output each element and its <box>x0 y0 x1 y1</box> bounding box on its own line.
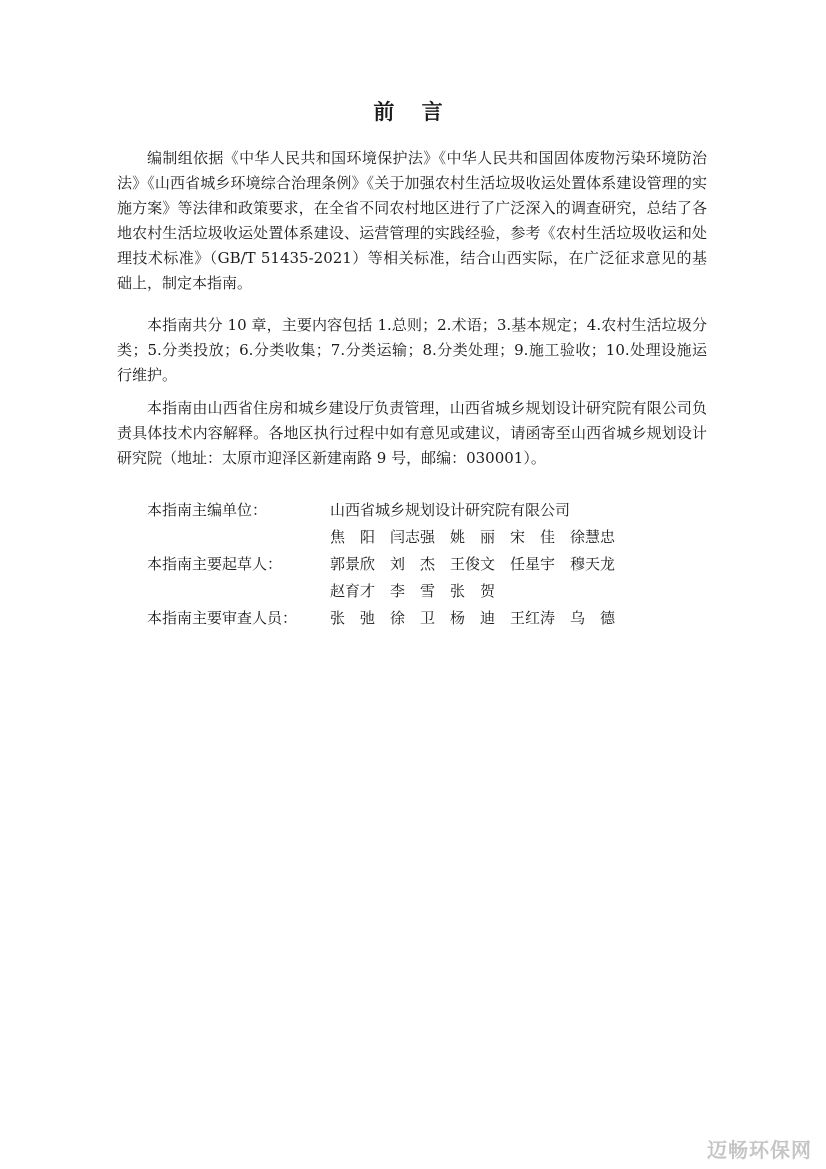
credit-names: 赵育才 李 雪 张 贺 <box>330 582 496 600</box>
paragraph-text: 本指南由山西省住房和城乡建设厅负责管理，山西省城乡规划设计研究院有限公司负责具体技术内容解释。各地区执行过程中如有意见或建议，请函寄至山西省城乡规划设计研究院（地址：太原市迎泽区新建南路 9 号，邮编：030001）。 <box>117 399 707 467</box>
credit-names: 山西省城乡规划设计研究院有限公司 <box>330 501 571 519</box>
paragraph-text: 编制组依据《中华人民共和国环境保护法》《中华人民共和国固体废物污染环境防治法》《山西省城乡环境综合治理条例》《关于加强农村生活垃圾收运处置体系建设管理的实施方案》等法律和政策要求，在全省不同农村地区进行了广泛深入的调查研究，总结了各地农村生活垃圾收运处置体系建设、运营管理的实践经验，参考《农村生活垃圾收运和处理技术标准》（GB/T 51435-2021）等相关标准，结合山西实际，在广泛征求意见的基础上，制定本指南。 <box>117 149 707 292</box>
paragraph-text: 本指南共分 10 章，主要内容包括 1.总则；2.术语；3.基本规定；4.农村生活垃圾分类；5.分类投放；6.分类收集；7.分类运输；8.分类处理；9.施工验收；10.处理设施运行维护。 <box>117 316 707 384</box>
credit-label: 本指南主编单位： <box>147 501 268 519</box>
watermark-logo-text: 迈畅环保网 <box>707 1138 812 1162</box>
credit-names: 张 弛 徐 卫 杨 迪 王红涛 乌 德 <box>330 609 616 627</box>
preface-paragraph-1 <box>117 146 707 296</box>
credit-label: 本指南主要起草人： <box>147 555 283 573</box>
credit-names: 焦 阳 闫志强 姚 丽 宋 佳 徐慧忠 <box>330 528 616 546</box>
credit-names: 郭景欣 刘 杰 王俊文 任星宇 穆天龙 <box>330 555 616 573</box>
page-title: 前 言 <box>373 99 453 124</box>
preface-paragraph-3 <box>117 396 707 471</box>
preface-paragraph-2 <box>117 313 707 388</box>
credit-label: 本指南主要审查人员： <box>147 609 298 627</box>
